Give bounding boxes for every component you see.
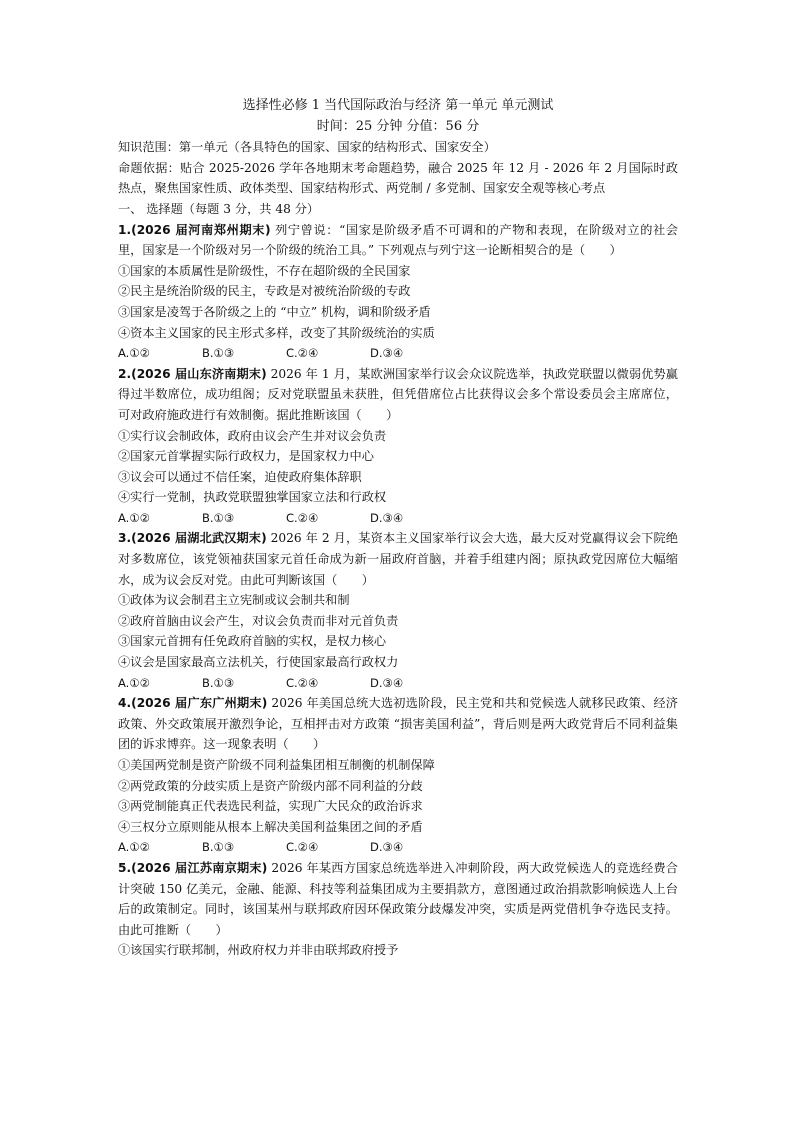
question-source: (2026 届山东济南期末)	[131, 366, 267, 381]
question-number: 1.	[118, 222, 132, 237]
answer-choice[interactable]: A.①②	[118, 510, 150, 525]
question-stem	[118, 693, 678, 755]
question-option: ④实行一党制，执政党联盟独掌国家立法和行政权	[118, 490, 387, 505]
answer-choice[interactable]: A.①②	[118, 675, 150, 690]
answer-choice[interactable]: B.①③	[202, 510, 235, 525]
question-option: ④资本主义国家的民主形式多样，改变了其阶级统治的实质	[118, 325, 435, 340]
question-option: ④议会是国家最高立法机关，行使国家最高行政权力	[118, 655, 399, 670]
answer-choice[interactable]: B.①③	[202, 675, 235, 690]
question-text: 2026 年美国总统大选初选阶段，民主党和共和党候选人就移民政策、经济政策、外交政策展开激烈争论，互相抨击对方政策 “损害美国利益”，背后则是两大政党背后不同利益集团的诉求博弈。这一现象表明（ ）	[118, 696, 678, 752]
time-score-line: 时间：25 分钟 分值：56 分	[316, 118, 480, 134]
question-option: ①实行议会制政体，政府由议会产生并对议会负责	[118, 428, 387, 443]
answer-choices	[118, 673, 678, 694]
question-item	[118, 858, 678, 961]
answer-choices	[118, 508, 678, 529]
document-page	[118, 96, 678, 961]
question-stem	[118, 528, 678, 590]
question-text: 列宁曾说：“国家是阶级矛盾不可调和的产物和表现，在阶级对立的社会里，国家是一个阶级对另一个阶级的统治工具。” 下列观点与列宁这一论断相契合的是（ ）	[118, 222, 678, 258]
question-option: ②民主是统治阶级的民主，专政是对被统治阶级的专政	[118, 284, 411, 299]
question-text: 2026 年 2 月，某资本主义国家举行议会大选，最大反对党赢得议会下院绝对多数席位，该党领袖获国家元首任命成为新一届政府首脑，并着手组建内阁；原执政党因席位大幅缩水，成为议会反对党。由此可判断该国（ ）	[118, 531, 678, 587]
answer-choice[interactable]: C.②④	[286, 840, 319, 855]
question-option: ①国家的本质属性是阶级性，不存在超阶级的全民国家	[118, 263, 411, 278]
question-option: ②两党政策的分歧实质上是资产阶级内部不同利益的分歧	[118, 778, 423, 793]
question-option: ③议会可以通过不信任案，迫使政府集体辞职	[118, 469, 362, 484]
answer-choice[interactable]: D.③④	[370, 346, 404, 361]
question-stem	[118, 364, 678, 426]
question-source: (2026 届湖北武汉期末)	[131, 531, 267, 546]
question-option: ③国家元首拥有任免政府首脑的实权，是权力核心	[118, 634, 387, 649]
question-item	[118, 693, 678, 858]
question-option: ①该国实行联邦制，州政府权力并非由联邦政府授予	[118, 943, 399, 958]
question-option: ②国家元首掌握实际行政权力，是国家权力中心	[118, 449, 374, 464]
question-item	[118, 364, 678, 529]
question-text: 2026 年某西方国家总统选举进入冲刺阶段，两大政党候选人的竞选经费合计突破 150 亿美元，金融、能源、科技等利益集团成为主要捐款方，意图通过政治捐款影响候选人上台后的政策制定。同时，该国某州与联邦政府因环保政策分歧爆发冲突，实质是两党借机争夺选民支持。由此可推断（ ）	[118, 860, 678, 937]
question-option: ②政府首脑由议会产生，对议会负责而非对元首负责	[118, 613, 399, 628]
answer-choices	[118, 343, 678, 364]
proposition-basis: 命题依据：贴合 2025-2026 学年各地期末考命题趋势，融合 2025 年 12 月 - 2026 年 2 月国际时政热点，聚焦国家性质、政体类型、国家结构形式、两党制 / 多党制、国家安全观等核心考点	[118, 160, 678, 196]
question-option: ④三权分立原则能从根本上解决美国利益集团之间的矛盾	[118, 819, 423, 834]
answer-choice[interactable]: A.①②	[118, 840, 150, 855]
question-stem	[118, 858, 678, 940]
answer-choice[interactable]: D.③④	[370, 840, 404, 855]
document-title: 选择性必修 1 当代国际政治与经济 第一单元 单元测试	[242, 98, 554, 113]
answer-choice[interactable]: C.②④	[286, 346, 319, 361]
question-number: 2.	[118, 366, 132, 381]
answer-choice[interactable]: C.②④	[286, 675, 319, 690]
answer-choice[interactable]: D.③④	[370, 510, 404, 525]
question-number: 4.	[118, 696, 132, 711]
answer-choice[interactable]: C.②④	[286, 510, 319, 525]
question-number: 5.	[118, 860, 132, 875]
question-option: ①美国两党制是资产阶级不同利益集团相互制衡的机制保障	[118, 758, 435, 772]
question-item	[118, 220, 678, 364]
question-list	[118, 220, 678, 961]
question-source: (2026 届河南郑州期末)	[131, 222, 271, 237]
question-text: 2026 年 1 月，某欧洲国家举行议会众议院选举，执政党联盟以微弱优势赢得过半数席位，成功组阁；反对党联盟虽未获胜，但凭借席位占比获得议会多个常设委员会主席席位，可对政府施政进行有效制衡。据此推断该国（ ）	[118, 366, 678, 422]
question-source: (2026 届江苏南京期末)	[131, 860, 268, 875]
answer-choice[interactable]: A.①②	[118, 346, 150, 361]
question-option: ③两党制能真正代表选民利益，实现广大民众的政治诉求	[118, 799, 423, 814]
answer-choice[interactable]: B.①③	[202, 346, 235, 361]
answer-choices	[118, 837, 678, 858]
section-heading: 一、 选择题（每题 3 分，共 48 分）	[118, 201, 320, 216]
question-option: ③国家是凌驾于各阶级之上的 “中立” 机构，调和阶级矛盾	[118, 304, 431, 319]
question-source: (2026 届广东广州期末)	[131, 696, 268, 711]
answer-choice[interactable]: B.①③	[202, 840, 235, 855]
question-option: ①政体为议会制君主立宪制或议会制共和制	[118, 593, 350, 608]
question-stem	[118, 220, 678, 261]
question-number: 3.	[118, 531, 132, 546]
knowledge-scope: 知识范围：第一单元（各具特色的国家、国家的结构形式、国家安全）	[118, 140, 496, 155]
question-item	[118, 528, 678, 693]
answer-choice[interactable]: D.③④	[370, 675, 404, 690]
